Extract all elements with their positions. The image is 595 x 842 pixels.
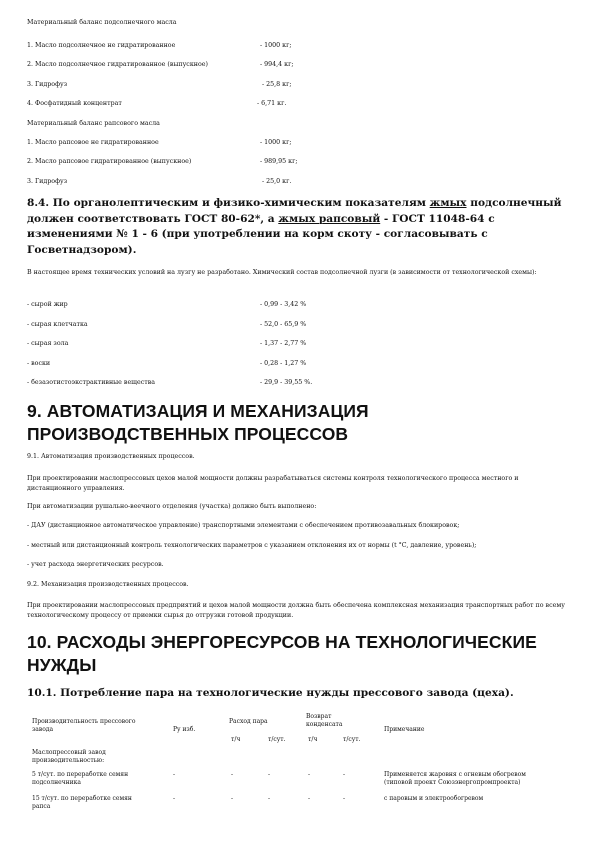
unit-condensate-td: т/сут. [343,736,361,743]
header-capacity-2: завода [32,726,54,733]
unit-condensate-th: т/ч [308,736,318,743]
section-9-1-bullet-1: - ДАУ (дистанционное автоматическое управление) транспортными элементами с обеспечением противозавальных блокировок; [27,522,460,529]
row-2-capacity-1: 15 т/сут. по переработке семян [32,795,132,802]
header-steam-consumption: Расход пара [229,718,268,725]
row-2-steam-td: - [268,795,271,802]
section-9-1-paragraph: При проектировании маслопрессовых цехов малой мощности должны разрабатываться системы контроля технологического процесса местного и дистанционного управления. [27,475,519,492]
section-8-4-text-middle: подсолнечный должен соответствовать ГОСТ 80-62*, а [27,197,562,225]
rapeseed-row-2-label: 2. Масло рапсовое гидратированное (выпускное) [27,158,192,165]
header-note: Примечание [384,726,425,733]
header-condensate-1: Возврат [306,713,332,720]
header-pressure: Ру изб. [173,726,196,733]
row-2-capacity-2: рапса [32,803,51,810]
unit-steam-th: т/ч [231,736,241,743]
row-2-condensate-th: - [308,795,311,802]
meal-row-4-value: - 0,28 - 1,27 % [260,360,307,367]
section-9-2-paragraph: При проектировании маслопрессовых предприятий и цехов малой мощности должна быть обеспечена комплексная механизация транспортных работ по всему технологическому процессу от приемки сырья до отгрузки готовой продукции. [27,602,565,619]
section-8-4-heading [27,196,572,258]
sunflower-row-1-value: - 1000 кг; [260,42,292,49]
row-2-steam-th: - [231,795,234,802]
section-8-4-underlined-1: жмых [429,197,467,209]
section-10-1-title: 10.1. Потребление пара на технологические нужды прессового завода (цеха). [27,687,514,699]
sunflower-row-4-label: 4. Фосфатидный концентрат [27,100,122,107]
row-2-condensate-td: - [343,795,346,802]
row-2-note: с паровым и электрообогревом [384,795,484,802]
row-1-pressure: - [173,771,176,778]
meal-row-5-label: - безазотистоэкстрактивные вещества [27,379,156,386]
meal-row-4-label: - воски [27,360,51,367]
sunflower-row-3-label: 3. Гидрофуз [27,81,68,88]
rapeseed-row-1-label: 1. Масло рапсовое не гидратированное [27,139,159,146]
rapeseed-row-2-value: - 989,95 кг; [260,158,298,165]
section-8-4-underlined-2: жмых рапсовый [278,212,381,225]
section-9-1-bullet-3: - учет расхода энергетических ресурсов. [27,561,164,568]
rapeseed-row-1-value: - 1000 кг; [260,139,292,146]
row-1-note-2: (типовой проект Союзэнергопромпроекта) [384,779,521,786]
sunflower-row-2-value: - 994,4 кг; [260,61,294,68]
rapeseed-row-3-label: 3. Гидрофуз [27,178,68,185]
meal-row-1-value: - 0,99 - 3,42 % [260,301,307,308]
meal-row-2-value: - 52,0 - 65,9 % [260,321,307,328]
row-1-steam-td: - [268,771,271,778]
meal-row-2-label: - сырая клетчатка [27,321,88,328]
row-1-capacity-2: подсолнечника [32,779,81,786]
meal-intro: В настоящее время технических условий на лузгу не разработано. Химический состав подсолнечной лузги (в зависимости от технологической схемы): [27,269,537,276]
sunflower-row-1-label: 1. Масло подсолнечное не гидратированное [27,42,176,49]
row-1-steam-th: - [231,771,234,778]
header-condensate-2: конденсата [306,721,343,728]
sunflower-row-4-value: - 6,71 кг. [257,100,287,107]
row-1-condensate-td: - [343,771,346,778]
rapeseed-row-3-value: - 25,0 кг. [262,178,292,185]
meal-row-3-value: - 1,37 - 2,77 % [260,340,307,347]
sunflower-row-3-value: - 25,8 кг; [262,81,292,88]
group-label-2: производительностью: [32,757,105,764]
group-label-1: Маслопрессовый завод [32,749,106,756]
sunflower-row-2-label: 2. Масло подсолнечное гидратированное (выпускное) [27,61,208,68]
section-9-2-title: 9.2. Механизация производственных процессов. [27,581,189,588]
section-9-1-title: 9.1. Автоматизация производственных процессов. [27,453,195,460]
section-9-1-bullet-2: - местный или дистанционный контроль технологических параметров с указанием отклонения их от нормы (t °C, давление, уровень); [27,542,477,549]
meal-row-5-value: - 29,9 - 39,55 %. [260,379,313,386]
unit-steam-td: т/сут. [268,736,286,743]
sunflower-balance-title: Материальный баланс подсолнечного масла [27,19,177,26]
meal-row-3-label: - сырая зола [27,340,69,347]
meal-row-1-label: - сырой жир [27,301,68,308]
section-9-heading: 9. АВТОМАТИЗАЦИЯ И МЕХАНИЗАЦИЯ ПРОИЗВОДСТВЕННЫХ ПРОЦЕССОВ [27,401,369,444]
row-1-condensate-th: - [308,771,311,778]
section-10-heading: 10. РАСХОДЫ ЭНЕРГОРЕСУРСОВ НА ТЕХНОЛОГИЧЕСКИЕ НУЖДЫ [27,632,537,675]
rapeseed-balance-title: Материальный баланс рапсового масла [27,120,160,127]
row-2-pressure: - [173,795,176,802]
section-8-4-text-end: - ГОСТ 11048-64 с изменениями № 1 - 6 (при употреблении на корм скоту - согласовывать с Госветнадзором). [27,212,495,256]
row-1-note-1: Применяется жаровня с огневым обогревом [384,771,526,778]
row-1-capacity-1: 5 т/сут. по переработке семян [32,771,129,778]
section-9-1-intro: При автоматизации рушально-веечного отделения (участка) должно быть выполнено: [27,503,317,510]
section-8-4-text-start: 8.4. По органолептическим и физико-химическим показателям [27,197,430,209]
header-capacity-1: Производительность прессового [32,718,136,725]
